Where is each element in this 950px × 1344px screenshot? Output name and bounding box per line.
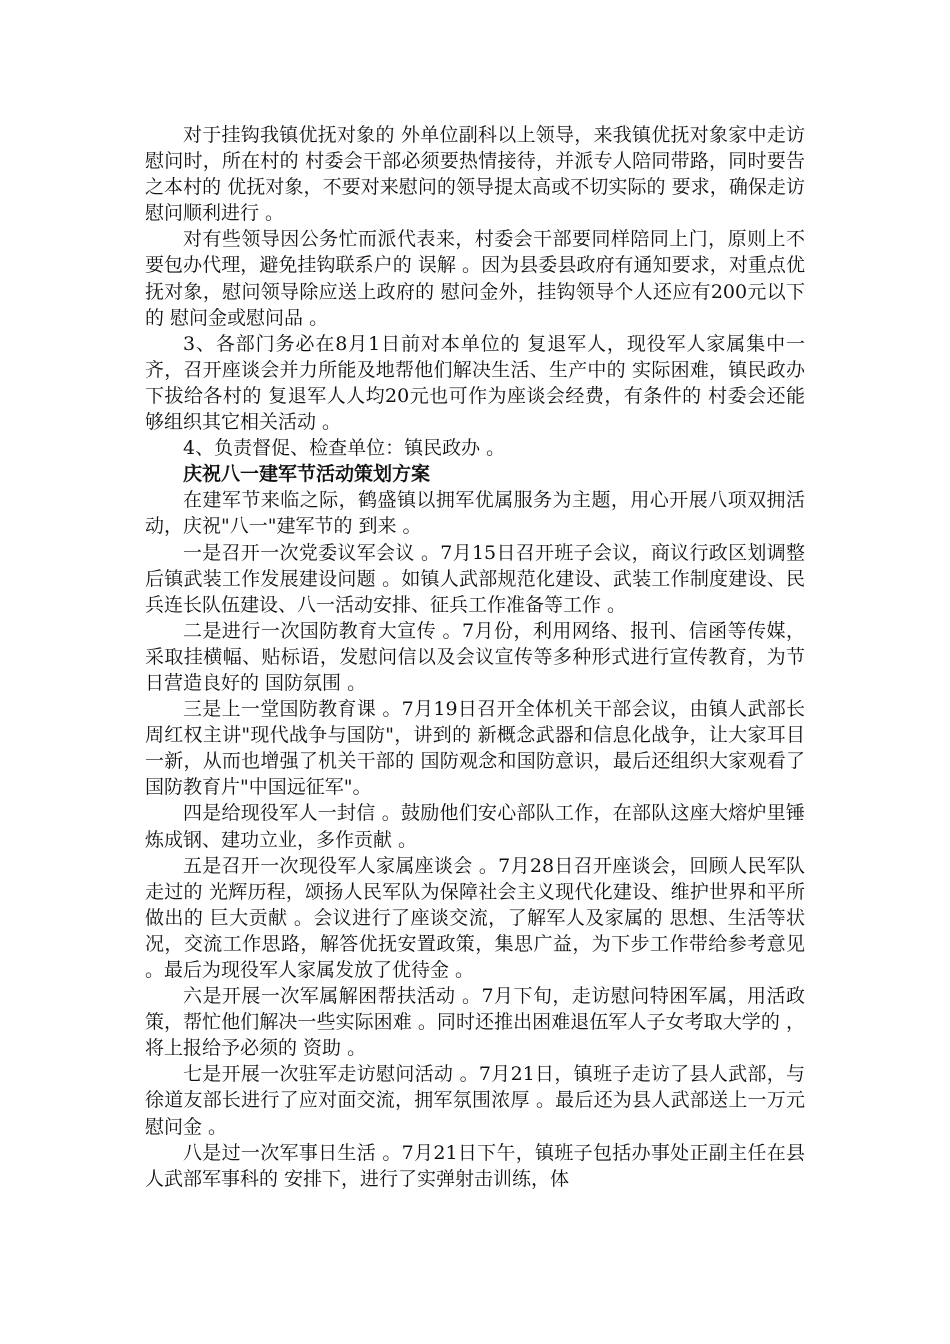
paragraph-intro: 在建军节来临之际，鹤盛镇以拥军优属服务为主题，用心开展八项双拥活动，庆祝"八一"建军节的 到来 。: [145, 489, 805, 538]
paragraph-activity-8: 八是过一次军事日生活 。7月21日下午，镇班子包括办事处正副主任在县人武部军事科的 安排下，进行了实弹射击训练，体: [145, 1141, 805, 1190]
paragraph-item-3: 3、各部门务必在8月1日前对本单位的 复退军人，现役军人家属集中一齐，召开座谈会并力所能及地帮他们解决生活、生产中的 实际困难，镇民政办下拔给各村的 复退军人人均20元也可作为座谈会经费，有条件的 村委会还能够组织其它相关活动 。: [145, 332, 805, 434]
paragraph-activity-1: 一是召开一次党委议军会议 。7月15日召开班子会议，商议行政区划调整后镇武装工作发展建设问题 。如镇人武部规范化建设、武装工作制度建设、民兵连长队伍建设、八一活动安排、征兵工作准备等工作 。: [145, 541, 805, 616]
paragraph-hook-leaders: 对于挂钩我镇优抚对象的 外单位副科以上领导，来我镇优抚对象家中走访慰问时，所在村的 村委会干部必须要热情接待，并派专人陪同带路，同时要告之本村的 优抚对象，不要对来慰问的领导提太高或不切实际的 要求，确保走访慰问顺利进行 。: [145, 124, 805, 225]
paragraph-activity-3: 三是上一堂国防教育课 。7月19日召开全体机关干部会议，由镇人武部长周红权主讲"现代战争与国防"，讲到的 新概念武器和信息化战争，让大家耳目一新，从而也增强了机关干部的 国防观念和国防意识，最后还组织大家观看了国防教育片"中国远征军"。: [145, 698, 805, 799]
paragraph-activity-7: 七是开展一次驻军走访慰问活动 。7月21日，镇班子走访了县人武部，与徐道友部长进行了应对面交流，拥军氛围浓厚 。最后还为县人武部送上一万元慰问金 。: [145, 1063, 805, 1138]
document-page: [145, 122, 805, 1192]
paragraph-activity-4: 四是给现役军人一封信 。鼓励他们安心部队工作，在部队这座大熔炉里锤炼成钢、建功立业，多作贡献 。: [145, 802, 805, 851]
paragraph-activity-6: 六是开展一次军属解困帮扶活动 。7月下旬，走访慰问特困军属，用活政策，帮忙他们解决一些实际困难 。同时还推出困难退伍军人子女考取大学的 ，将上报给予必须的 资助 。: [145, 985, 805, 1060]
paragraph-representatives: 对有些领导因公务忙而派代表来，村委会干部要同样陪同上门，原则上不要包办代理，避免挂钩联系户的 误解 。因为县委县政府有通知要求，对重点优抚对象，慰问领导除应送上政府的 慰问金外，挂钩领导个人还应有200元以下的 慰问金或慰问品 。: [145, 228, 805, 329]
paragraph-item-4: 4、负责督促、检查单位：镇民政办 。: [183, 437, 506, 460]
paragraph-activity-5: 五是召开一次现役军人家属座谈会 。7月28日召开座谈会，回顾人民军队走过的 光辉历程，颂扬人民军队为保障社会主义现代化建设、维护世界和平所做出的 巨大贡献 。会议进行了座谈交流，了解军人及家属的 思想、生活等状况，交流工作思路，解答优抚安置政策，集思广益，为下步工作带给参考意见 。最后为现役军人家属发放了优待金 。: [145, 854, 805, 981]
paragraph-activity-2: 二是进行一次国防教育大宣传 。7月份，利用网络、报刊、信函等传媒，采取挂横幅、贴标语，发慰问信以及会议宣传等多种形式进行宣传教育，为节日营造良好的 国防氛围 。: [145, 619, 805, 694]
section-heading: 庆祝八一建军节活动策划方案: [183, 463, 431, 486]
